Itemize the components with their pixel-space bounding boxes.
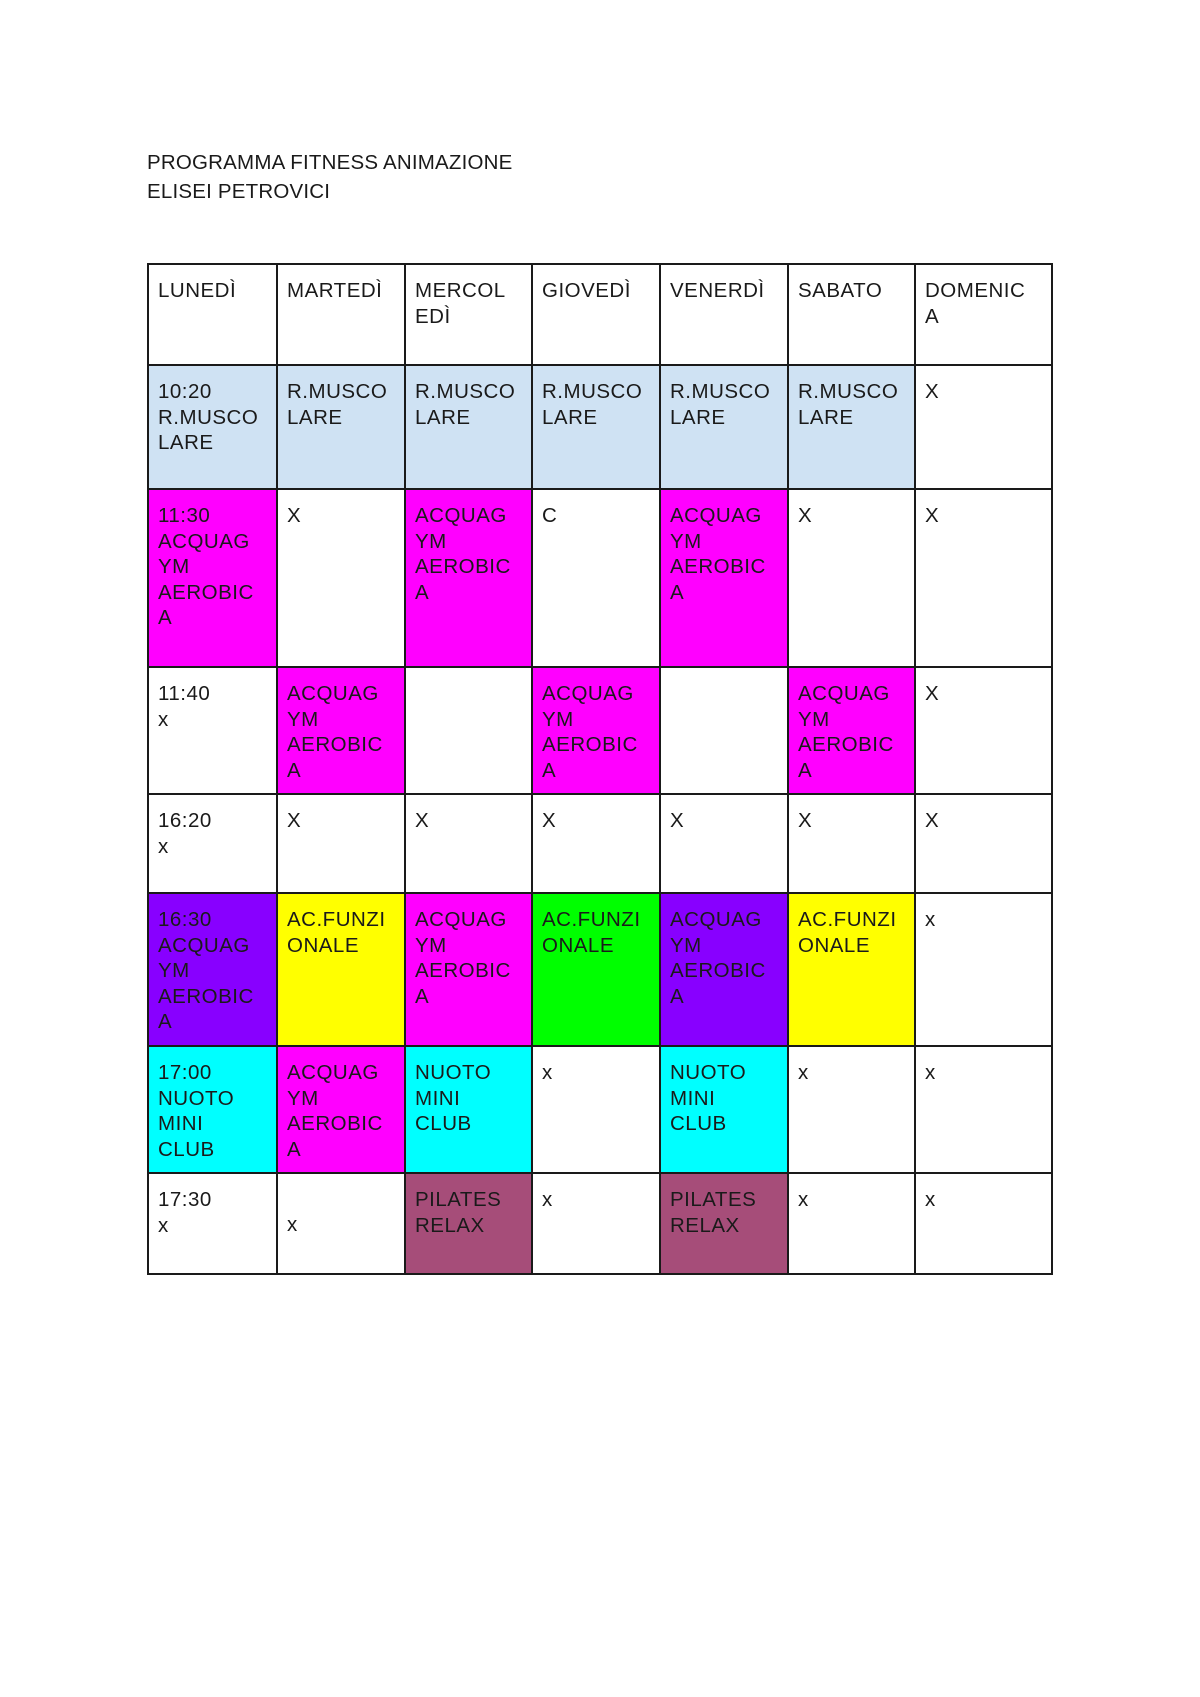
schedule-cell [405,667,532,794]
activity-label: x [798,1188,809,1211]
activity-label: x [158,834,169,858]
schedule-cell [915,1046,1052,1173]
schedule-cell [405,893,532,1046]
schedule-table [147,263,1053,1275]
schedule-cell [405,794,532,893]
activity-label: NUOTO MINI CLUB [415,1061,492,1135]
day-header [277,264,405,365]
activity-label: ACQUAG YM AEROBIC A [415,504,511,604]
schedule-cell [915,365,1052,489]
schedule-cell [532,1173,660,1274]
day-label: GIOVEDÌ [542,279,631,302]
time-label: 10:20 [158,380,212,403]
schedule-row [148,667,1052,794]
schedule-cell [915,794,1052,893]
schedule-cell [532,794,660,893]
schedule-cell [277,893,405,1046]
activity-label: R.MUSCO LARE [798,380,899,429]
schedule-cell [532,489,660,667]
activity-label: X [925,504,940,527]
activity-label: NUOTO MINI CLUB [158,1086,235,1161]
schedule-cell [405,1046,532,1173]
schedule-row [148,1173,1052,1274]
schedule-cell [148,489,277,667]
schedule-cell [788,893,915,1046]
day-header [915,264,1052,365]
schedule-cell [148,1046,277,1173]
schedule-cell [660,794,788,893]
activity-label: ACQUAG YM AEROBIC A [287,1061,383,1161]
time-label: 17:00 [158,1061,212,1084]
schedule-cell [788,365,915,489]
activity-label: AC.FUNZI ONALE [542,908,641,957]
schedule-cell [660,893,788,1046]
schedule-cell [660,365,788,489]
activity-label: R.MUSCO LARE [287,380,388,429]
schedule-cell [405,365,532,489]
schedule-row [148,489,1052,667]
day-label: MARTEDÌ [287,279,383,302]
schedule-cell [915,1173,1052,1274]
activity-label: PILATES RELAX [670,1188,757,1237]
activity-label: AC.FUNZI ONALE [287,908,386,957]
activity-label: R.MUSCO LARE [542,380,643,429]
activity-label: X [798,809,813,832]
day-label: MERCOL EDÌ [415,279,506,328]
activity-label: ACQUAG YM AEROBIC A [670,908,766,1008]
schedule-cell [788,1046,915,1173]
schedule-cell [148,1173,277,1274]
activity-label: X [925,809,940,832]
time-label: 17:30 [158,1188,212,1211]
schedule-cell [532,365,660,489]
time-label: 11:30 [158,504,211,527]
activity-label: x [287,1213,298,1236]
day-label: LUNEDÌ [158,279,237,302]
activity-label: ACQUAG YM AEROBIC A [415,908,511,1008]
activity-label: ACQUAG YM AEROBIC A [287,682,383,782]
activity-label: X [415,809,430,832]
document-title [147,148,513,206]
schedule-cell [660,1046,788,1173]
day-label: DOMENIC A [925,279,1026,328]
schedule-row [148,893,1052,1046]
day-header [660,264,788,365]
schedule-cell [660,1173,788,1274]
time-label: 16:20 [158,809,212,832]
activity-label: x [158,1213,169,1237]
schedule-row [148,1046,1052,1173]
activity-label: ACQUAG YM AEROBIC A [158,933,254,1033]
activity-label: PILATES RELAX [415,1188,502,1237]
schedule-cell [277,365,405,489]
day-label: SABATO [798,279,883,302]
activity-label: x [925,1061,936,1084]
activity-label: R.MUSCO LARE [670,380,771,429]
day-header [532,264,660,365]
activity-label: R.MUSCO LARE [415,380,516,429]
schedule-cell [915,489,1052,667]
activity-label: X [542,809,557,832]
activity-label: ACQUAG YM AEROBIC A [798,682,894,782]
schedule-cell [915,893,1052,1046]
activity-label: x [542,1061,553,1084]
activity-label: X [925,380,940,403]
day-header [405,264,532,365]
activity-label: C [542,504,558,527]
schedule-cell [405,489,532,667]
title-line-1: PROGRAMMA FITNESS ANIMAZIONE [147,151,513,174]
activity-label: ACQUAG YM AEROBIC A [158,529,254,629]
schedule-cell [148,667,277,794]
schedule-cell [788,1173,915,1274]
activity-label: ACQUAG YM AEROBIC A [670,504,766,604]
schedule-cell [148,893,277,1046]
activity-label: x [158,707,169,731]
schedule-cell [277,794,405,893]
schedule-cell [788,794,915,893]
activity-label: x [925,1188,936,1211]
day-label: VENERDÌ [670,279,765,302]
schedule-cell [277,1173,405,1274]
schedule-cell [277,667,405,794]
activity-label: R.MUSCO LARE [158,405,259,454]
time-label: 11:40 [158,682,211,705]
schedule-cell [532,667,660,794]
schedule-cell [788,489,915,667]
schedule-cell [277,1046,405,1173]
schedule-cell [405,1173,532,1274]
header-row [148,264,1052,365]
day-header [148,264,277,365]
activity-label: x [798,1061,809,1084]
activity-label: X [287,809,302,832]
activity-label: X [925,682,940,705]
activity-label: NUOTO MINI CLUB [670,1061,747,1135]
activity-label: ACQUAG YM AEROBIC A [542,682,638,782]
title-line-2: ELISEI PETROVICI [147,180,331,203]
schedule-cell [788,667,915,794]
schedule-cell [660,489,788,667]
day-header [788,264,915,365]
schedule-cell [915,667,1052,794]
schedule-cell [148,794,277,893]
activity-label: X [670,809,685,832]
activity-label: X [798,504,813,527]
activity-label: x [925,908,936,931]
time-label: 16:30 [158,908,212,931]
schedule-cell [148,365,277,489]
schedule-cell [660,667,788,794]
activity-label: x [542,1188,553,1211]
schedule-cell [277,489,405,667]
schedule-row [148,365,1052,489]
schedule-cell [532,893,660,1046]
schedule-cell [532,1046,660,1173]
schedule-row [148,794,1052,893]
activity-label: AC.FUNZI ONALE [798,908,897,957]
activity-label: X [287,504,302,527]
